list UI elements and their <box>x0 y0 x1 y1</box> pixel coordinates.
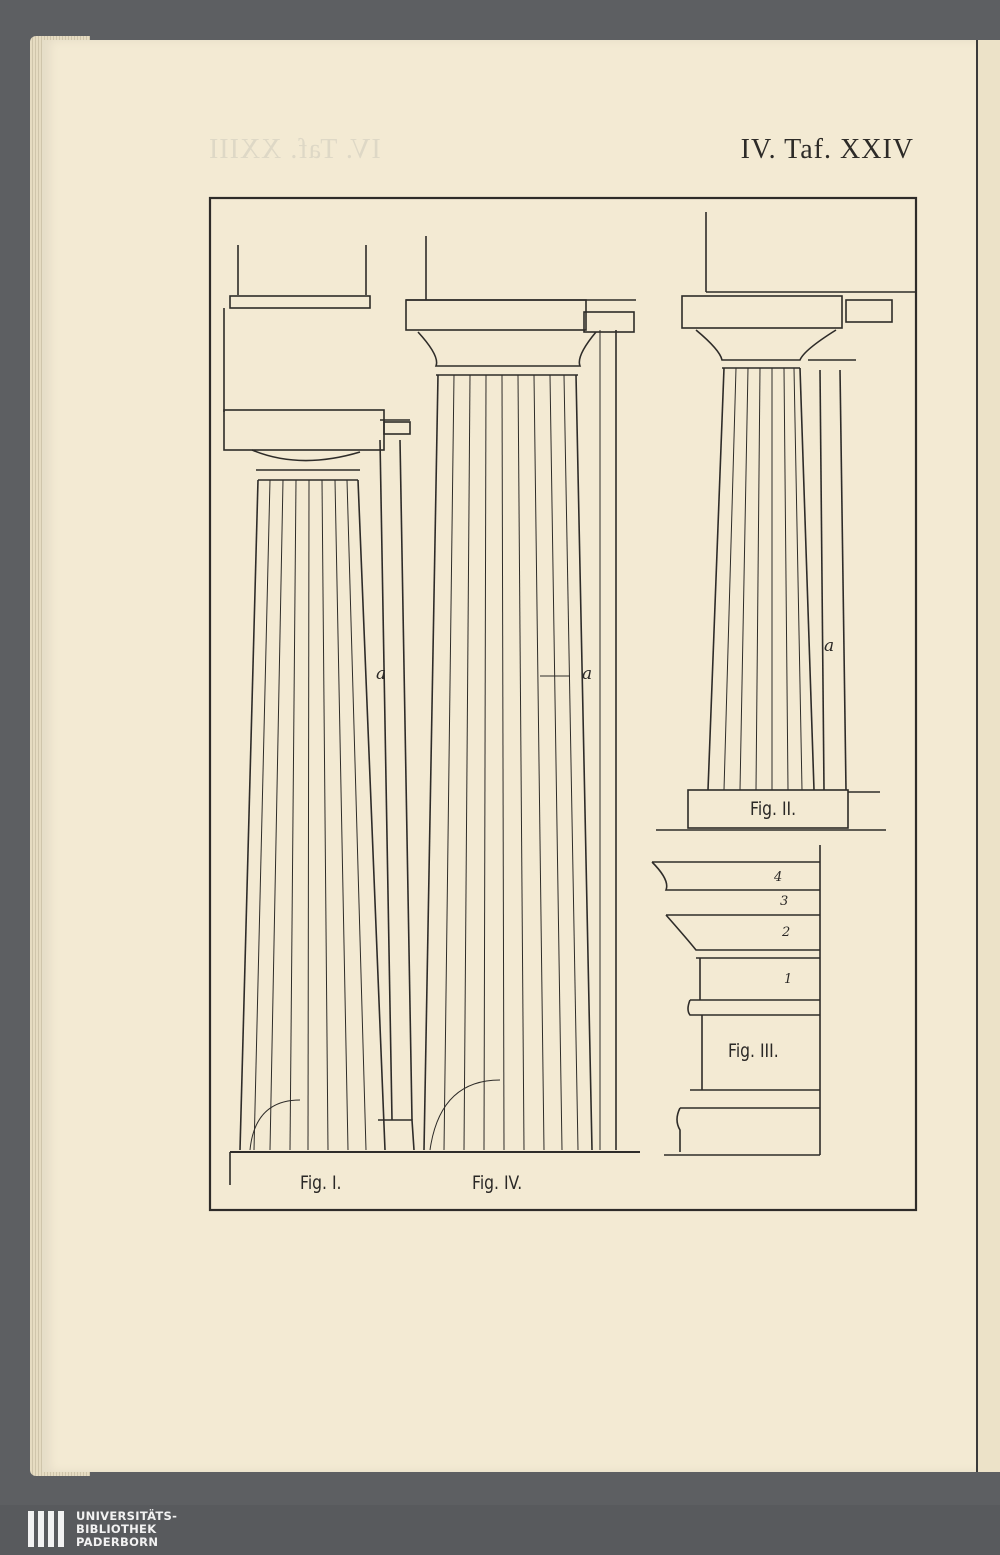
caption-fig-3: Fig. III. <box>728 1040 779 1062</box>
show-through-heading: IV. Taf. XXIII <box>208 134 381 165</box>
library-line-3: PADERBORN <box>76 1535 159 1549</box>
label-a-fig-2: a <box>824 636 835 656</box>
molding-number-4: 4 <box>774 870 783 885</box>
library-line-2: BIBLIOTHEK <box>76 1522 157 1536</box>
caption-fig-4: Fig. IV. <box>472 1172 523 1194</box>
caption-fig-1: Fig. I. <box>300 1172 342 1194</box>
label-a-fig-4: a <box>582 664 593 684</box>
library-logo-icon <box>26 1509 66 1549</box>
library-line-1: UNIVERSITÄTS- <box>76 1509 178 1523</box>
plate-frame <box>210 198 916 1210</box>
label-a-fig-1: a <box>376 664 387 684</box>
running-head: IV. Taf. XXIV <box>740 134 914 165</box>
molding-number-2: 2 <box>782 925 791 940</box>
library-name <box>76 1510 177 1549</box>
fig-2-column <box>656 212 916 830</box>
fig-1-column <box>224 245 414 1150</box>
fig-4-column <box>406 236 636 1150</box>
fig-3-molding <box>652 845 820 1155</box>
molding-number-3: 3 <box>780 894 789 909</box>
caption-fig-2: Fig. II. <box>750 798 797 820</box>
molding-number-1: 1 <box>784 972 793 987</box>
